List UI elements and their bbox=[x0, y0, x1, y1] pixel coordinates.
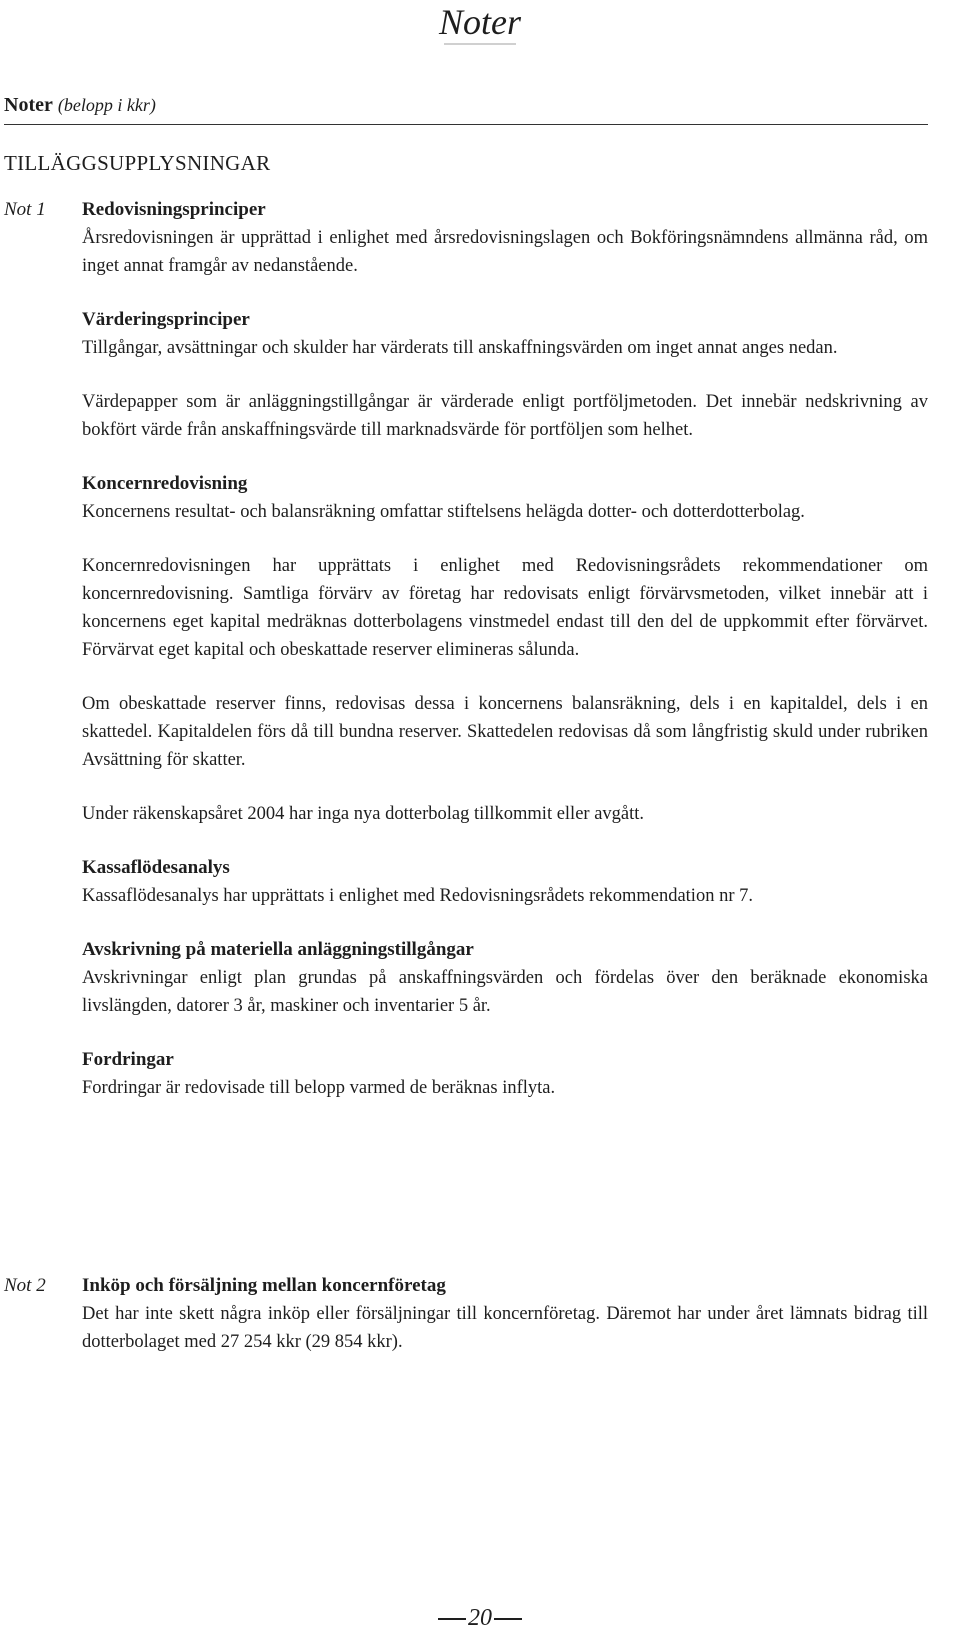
subsection-heading: Värderingsprinciper bbox=[82, 309, 250, 330]
subsection-heading: Avskrivning på materiella anläggningstillgångar bbox=[82, 939, 474, 960]
subsection-varderingsprinciper bbox=[82, 306, 928, 444]
subsection-heading: Redovisningsprinciper bbox=[82, 199, 266, 220]
subsection-kassaflodesanalys bbox=[82, 854, 928, 910]
subsection-heading: Koncernredovisning bbox=[82, 473, 248, 494]
paragraph: Fordringar är redovisade till belopp varmed de beräknas inflyta. bbox=[82, 1078, 556, 1098]
paragraph: Koncernens resultat- och balansräkning omfattar stiftelsens helägda dotter- och dotterdotterbolag. bbox=[82, 502, 805, 522]
paragraph: Tillgångar, avsättningar och skulder har värderats till anskaffningsvärden om inget annat anges nedan. bbox=[82, 338, 838, 358]
paragraph: Årsredovisningen är upprättad i enlighet med årsredovisningslagen och Bokföringsnämndens allmänna råd, om inget annat framgår av nedanstående. bbox=[82, 228, 928, 276]
page-title: Noter bbox=[438, 2, 521, 42]
page-number-dash bbox=[438, 1618, 466, 1620]
paragraph: Avskrivningar enligt plan grundas på anskaffningsvärden och fördelas över den beräknade ekonomiska livslängden, datorer 3 år, maskiner och inventarier 5 år. bbox=[82, 968, 928, 1016]
notes-header bbox=[4, 92, 928, 125]
paragraph: Om obeskattade reserver finns, redovisas dessa i koncernens balansräkning, dels i en kapitaldel, dels i en skattedel. Kapitaldelen förs då till bundna reserver. Skattedelen redovisas då som långfristig skuld under rubriken Avsättning för skatter. bbox=[82, 694, 928, 770]
page-number-dash bbox=[494, 1618, 522, 1620]
title-underline bbox=[444, 43, 516, 45]
paragraph: Koncernredovisningen har upprättats i enlighet med Redovisningsrådets rekommendationer om koncernredovisning. Samtliga förvärv av företag har redovisats enligt förvärvsmetoden, vilket innebär att i koncernens eget kapital medräknas dotterbolagens vinstmedel endast till den del de uppkommit efter förvärvet. Förvärvat eget kapital och obeskattade reserver elimineras sålunda. bbox=[82, 556, 928, 660]
notes-header-title: Noter bbox=[4, 94, 53, 116]
section-heading: TILLÄGGSUPPLYSNINGAR bbox=[4, 151, 271, 175]
note-body bbox=[82, 196, 928, 1128]
page-number-value: 20 bbox=[468, 1605, 492, 1631]
subsection-inkop-forsaljning bbox=[82, 1272, 928, 1356]
subsection-redovisningsprinciper bbox=[82, 196, 928, 280]
subsection-heading: Inköp och försäljning mellan koncernföretag bbox=[82, 1275, 446, 1296]
note-label: Not 1 bbox=[4, 199, 46, 220]
subsection-heading: Kassaflödesanalys bbox=[82, 857, 230, 878]
note-label: Not 2 bbox=[4, 1275, 46, 1296]
paragraph: Under räkenskapsåret 2004 har inga nya dotterbolag tillkommit eller avgått. bbox=[82, 804, 645, 824]
paragraph: Värdepapper som är anläggningstillgångar är värderade enligt portföljmetoden. Det innebär nedskrivning av bokfört värde från anskaffningsvärde till marknadsvärde för portföljen som helhet. bbox=[82, 392, 928, 440]
notes-header-unit: (belopp i kkr) bbox=[57, 95, 156, 115]
subsection-heading: Fordringar bbox=[82, 1049, 174, 1070]
subsection-avskrivning bbox=[82, 936, 928, 1020]
page-number bbox=[0, 1604, 960, 1632]
subsection-koncernredovisning bbox=[82, 470, 928, 828]
note-body bbox=[82, 1272, 928, 1382]
paragraph: Det har inte skett några inköp eller försäljningar till koncernföretag. Däremot har under året lämnats bidrag till dotterbolaget med 27 254 kkr (29 854 kkr). bbox=[82, 1304, 928, 1352]
subsection-fordringar bbox=[82, 1046, 928, 1102]
paragraph: Kassaflödesanalys har upprättats i enlighet med Redovisningsrådets rekommendation nr 7. bbox=[82, 886, 753, 906]
